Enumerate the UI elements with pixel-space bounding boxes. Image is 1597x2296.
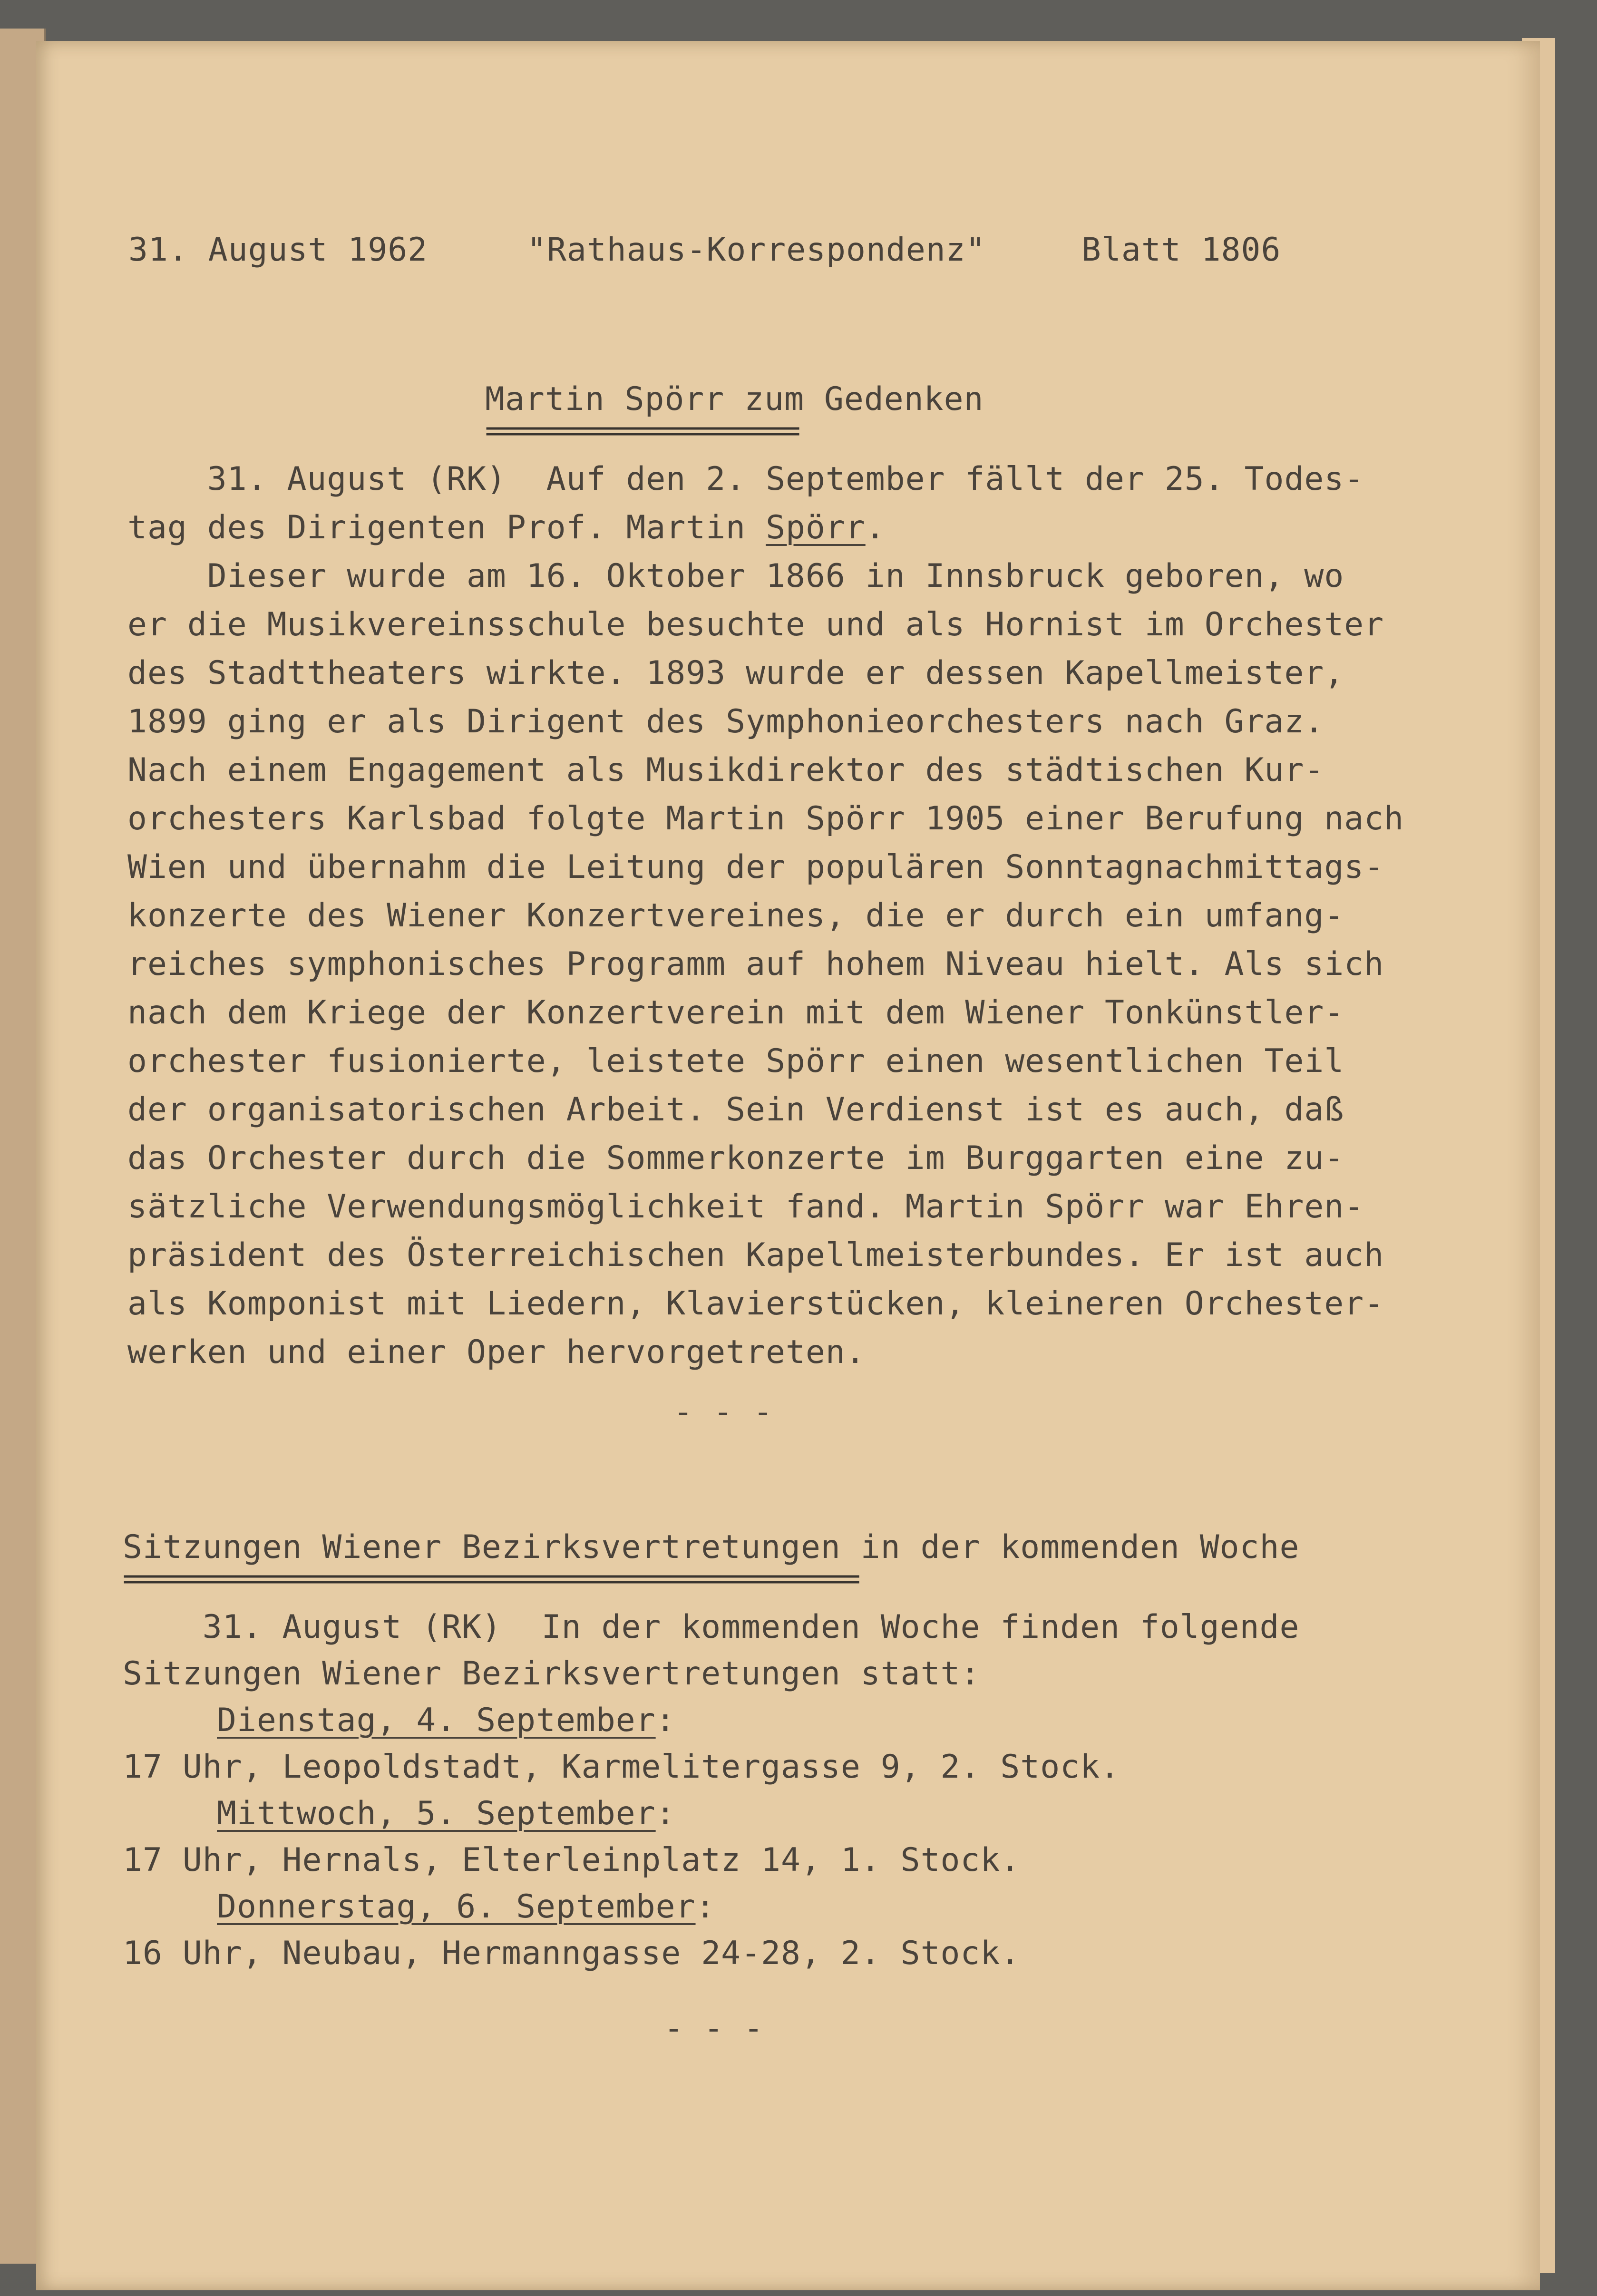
- article2-separator: - - -: [664, 2010, 764, 2047]
- article1-line-5: des Stadttheaters wirkte. 1893 wurde er dessen Kapellmeister,: [127, 654, 1344, 692]
- underlined-name: Spörr: [766, 509, 866, 546]
- article1-line-4: er die Musikvereinsschule besuchte und als Hornist im Orchester: [127, 606, 1384, 643]
- article1-line-16: sätzliche Verwendungsmöglichkeit fand. Martin Spörr war Ehren-: [127, 1188, 1364, 1226]
- article1-line-9: Wien und übernahm die Leitung der populären Sonntagnachmittags-: [127, 848, 1384, 886]
- article1-line-11: reiches symphonisches Programm auf hohem Niveau hielt. Als sich: [127, 945, 1384, 983]
- article1-line-6: 1899 ging er als Dirigent des Symphonieorchesters nach Graz.: [127, 703, 1324, 740]
- article2-title-underline: ===========================================================: [123, 1569, 856, 1588]
- session-day-1: Dienstag, 4. September:: [217, 1702, 676, 1739]
- article2-intro-2: Sitzungen Wiener Bezirksvertretungen statt:: [123, 1655, 981, 1693]
- article1-separator: - - -: [673, 1393, 773, 1431]
- article1-line-1: 31. August (RK) Auf den 2. September fällt der 25. Todes-: [127, 460, 1364, 498]
- article2-title: Sitzungen Wiener Bezirksvertretungen in der kommenden Woche: [123, 1528, 1300, 1566]
- header-publication: "Rathaus-Korrespondenz": [527, 231, 986, 269]
- session-day-2: Mittwoch, 5. September:: [217, 1795, 676, 1832]
- article1-line-2: tag des Dirigenten Prof. Martin Spörr.: [127, 509, 886, 546]
- article1-line-12: nach dem Kriege der Konzertverein mit dem Wiener Tonkünstler-: [127, 994, 1344, 1031]
- article1-line-15: das Orchester durch die Sommerkonzerte im Burggarten eine zu-: [127, 1139, 1344, 1177]
- article1-line-17: präsident des Österreichischen Kapellmeisterbundes. Er ist auch: [127, 1236, 1384, 1274]
- session-detail-3: 16 Uhr, Neubau, Hermanngasse 24-28, 2. Stock.: [123, 1935, 1021, 1972]
- header-date: 31. August 1962: [128, 231, 428, 269]
- typewritten-page: [36, 41, 1540, 2290]
- article1-line-3: Dieser wurde am 16. Oktober 1866 in Innsbruck geboren, wo: [127, 557, 1344, 595]
- session-day-3: Donnerstag, 6. September:: [217, 1888, 716, 1926]
- article2-intro-1: 31. August (RK) In der kommenden Woche finden folgende: [123, 1608, 1300, 1646]
- article1-line-19: werken und einer Oper hervorgetreten.: [127, 1333, 866, 1371]
- session-detail-2: 17 Uhr, Hernals, Elterleinplatz 14, 1. Stock.: [123, 1841, 1021, 1879]
- header-sheet: Blatt 1806: [1081, 231, 1281, 269]
- article1-line-8: orchesters Karlsbad folgte Martin Spörr 1905 einer Berufung nach: [127, 800, 1404, 837]
- article1-title-underline: =========================: [485, 421, 796, 440]
- article1-line-14: der organisatorischen Arbeit. Sein Verdienst ist es auch, daß: [127, 1091, 1344, 1129]
- article1-line-10: konzerte des Wiener Konzertvereines, die er durch ein umfang-: [127, 897, 1344, 934]
- article1-line-18: als Komponist mit Liedern, Klavierstücken, kleineren Orchester-: [127, 1285, 1384, 1323]
- article1-line-13: orchester fusionierte, leistete Spörr einen wesentlichen Teil: [127, 1042, 1344, 1080]
- session-detail-1: 17 Uhr, Leopoldstadt, Karmelitergasse 9, 2. Stock.: [123, 1748, 1120, 1786]
- article1-title: Martin Spörr zum Gedenken: [485, 380, 984, 418]
- article1-line-7: Nach einem Engagement als Musikdirektor des städtischen Kur-: [127, 751, 1324, 789]
